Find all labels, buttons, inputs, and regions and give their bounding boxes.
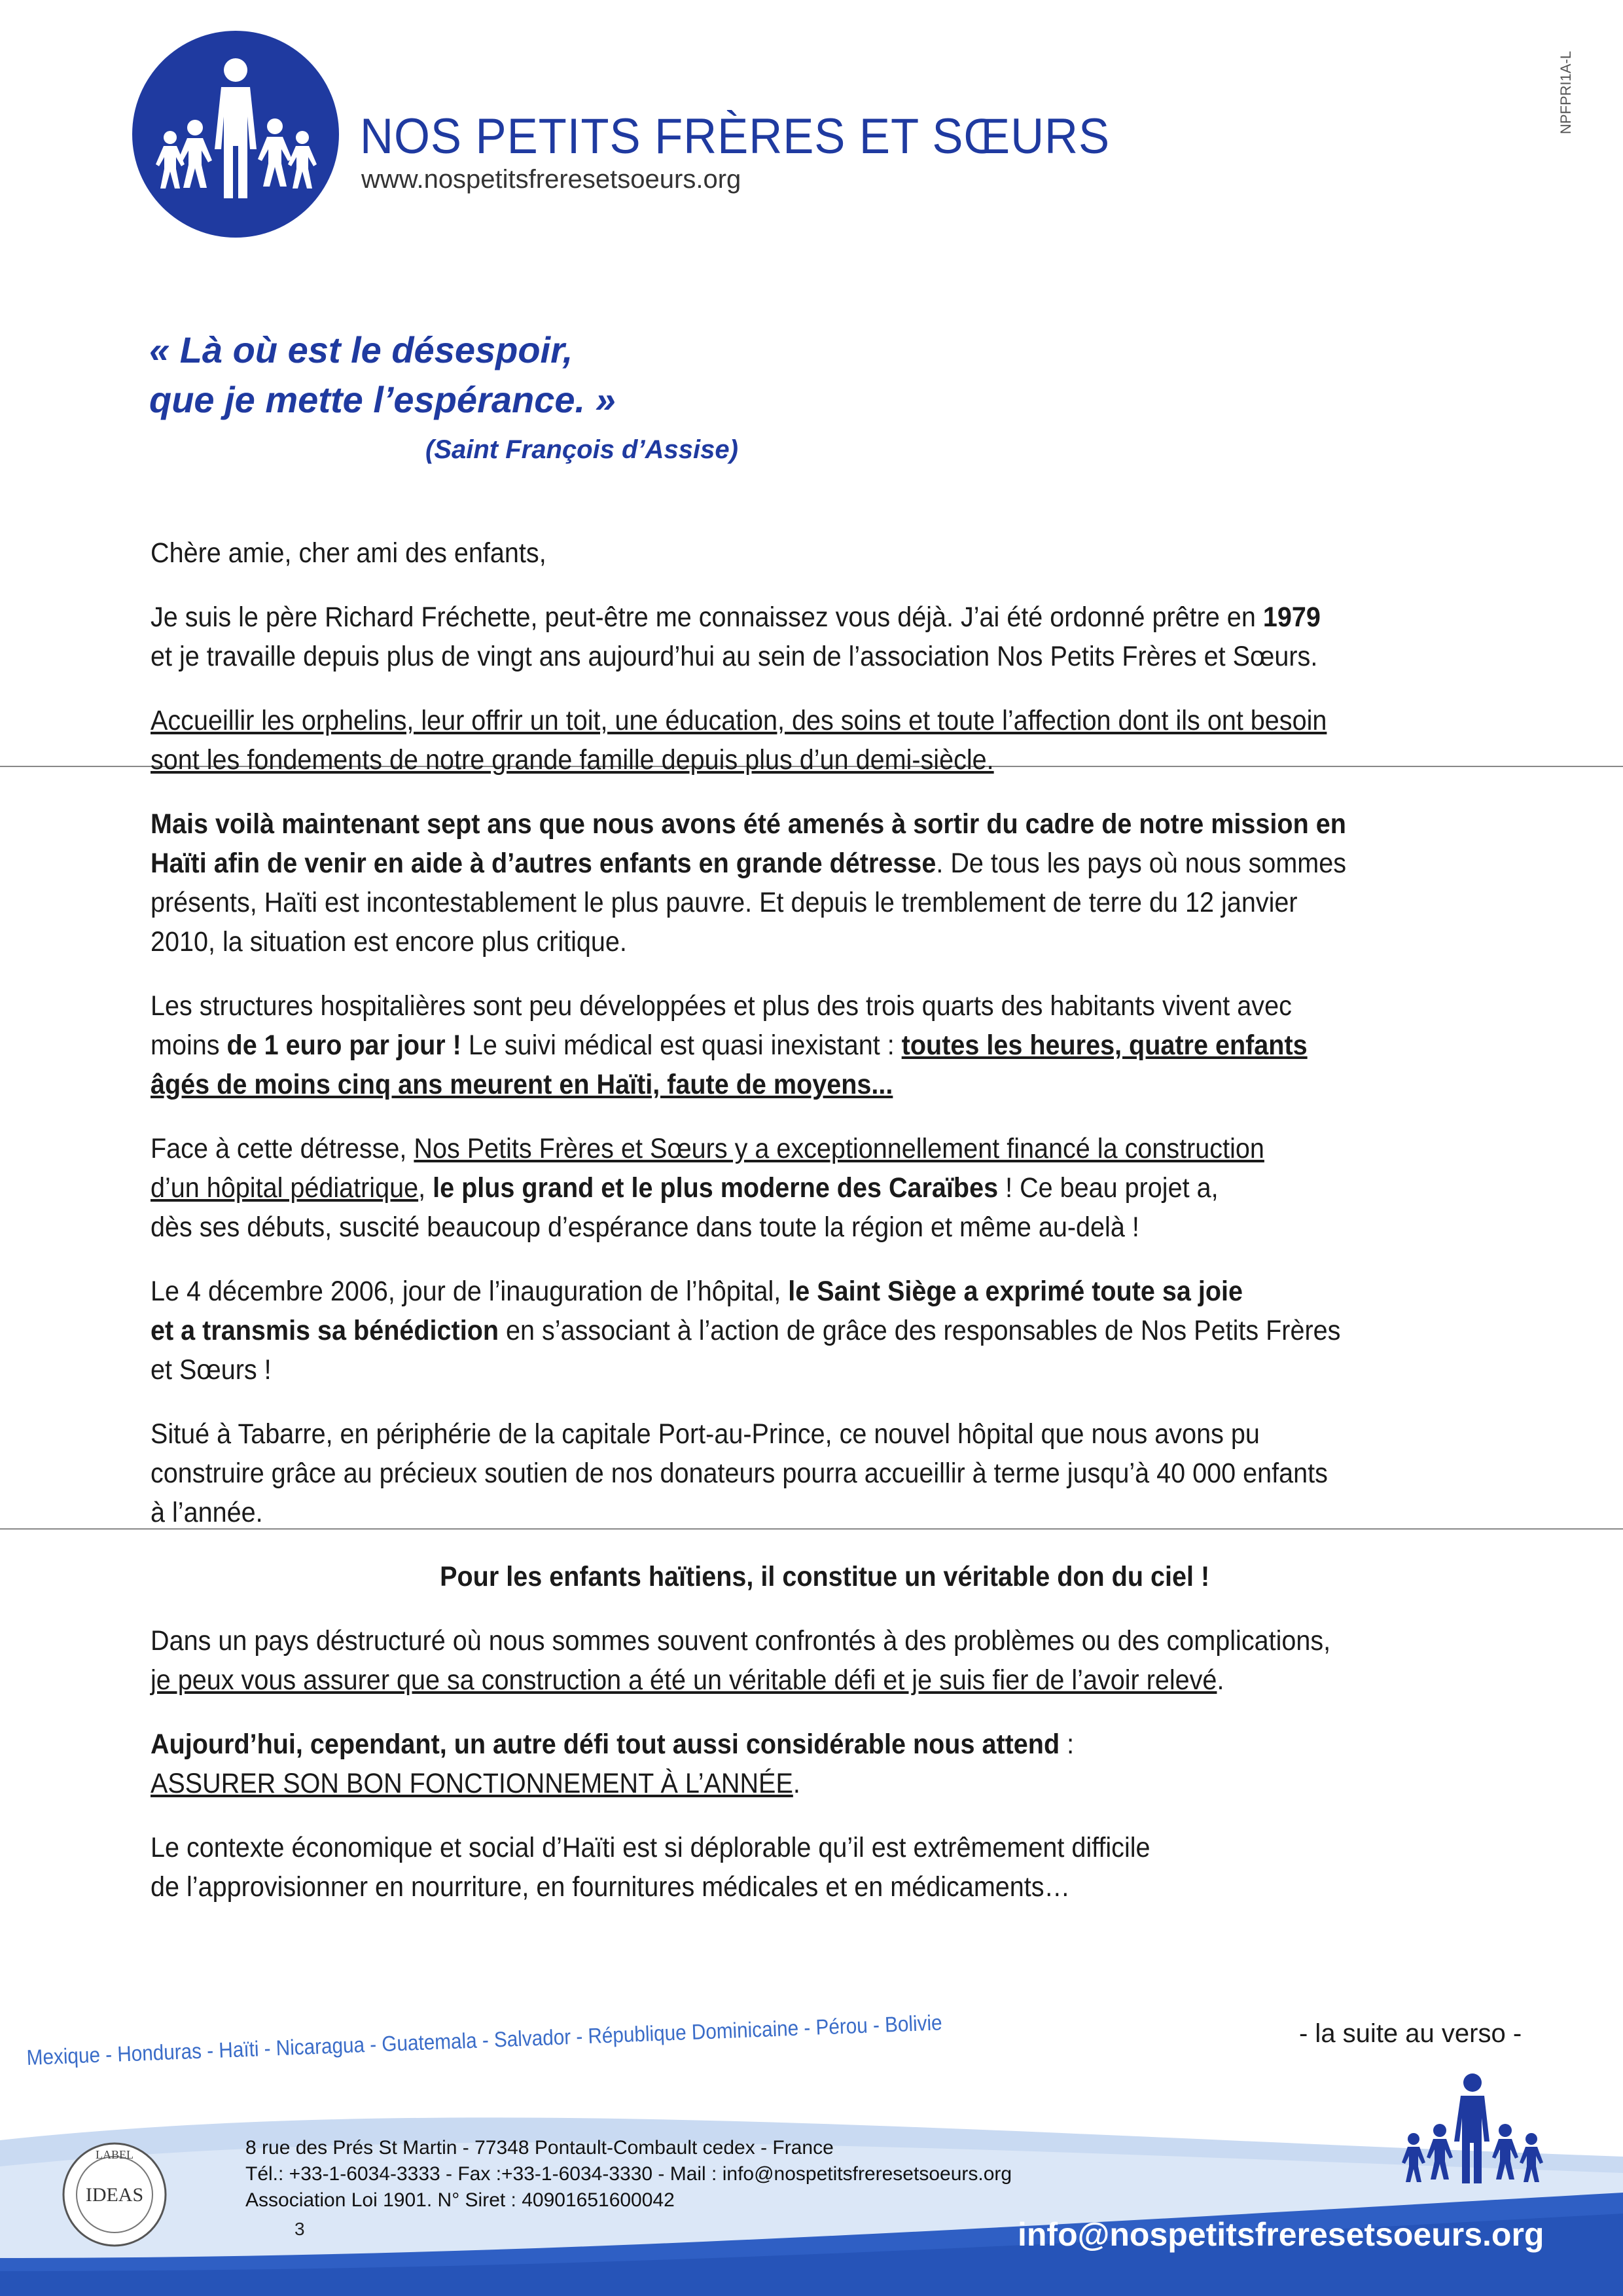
paragraph-1: Je suis le père Richard Fréchette, peut-être me connaissez vous déjà. J’ai été ordonné prêtre en 1979 et je travaille depuis plus de vingt ans aujourd’hui au sein de l’association Nos Petits Frères et Sœurs. <box>151 601 1321 672</box>
paragraph-10: Aujourd’hui, cependant, un autre défi tout aussi considérable nous attend : ASSURER SON BON FONCTIONNEMENT À L’ANNÉE. <box>151 1729 1075 1799</box>
letter-body <box>151 533 1499 1931</box>
paragraph-11: Le contexte économique et social d’Haïti est si déplorable qu’il est extrêmement difficile de l’approvisionner en nourriture, en fournitures médicales et en médicaments… <box>151 1832 1150 1903</box>
org-url[interactable]: www.nospetitsfreresetsoeurs.org <box>361 165 741 194</box>
footer-phone: Tél.: +33-1-6034-3333 - Fax :+33-1-6034-3330 - Mail : info@nospetitsfreresetsoeurs.org <box>245 2163 1012 2185</box>
paragraph-3: Mais voilà maintenant sept ans que nous avons été amenés à sortir du cadre de notre mission en Haïti afin de venir en aide à d’autres enfants en grande détresse. De tous les pays où nous sommes présents, Haïti est incontestablement le plus pauvre. Et depuis le tremblement de terre du 12 janvier 2010, la situation est encore plus critique. <box>151 808 1347 958</box>
handwritten-mark: 3 <box>294 2219 305 2239</box>
paragraph-5: Face à cette détresse, Nos Petits Frères et Sœurs y a exceptionnellement financé la construction d’un hôpital pédiatrique, le plus grand et le plus moderne des Caraïbes ! Ce beau projet a, dès ses débuts, suscité beaucoup d’espérance dans toute la région et même au-delà ! <box>151 1133 1264 1243</box>
paragraph-9: Dans un pays déstructuré où nous sommes souvent confrontés à des problèmes ou des complications, je peux vous assurer que sa construction a été un véritable défi et je suis fier de l’avoir relevé. <box>151 1625 1331 1696</box>
quote-line-2: que je mette l’espérance. » <box>149 379 616 420</box>
side-code-text: NPFPRI1A-L <box>1558 50 1574 134</box>
footer-address: 8 rue des Prés St Martin - 77348 Pontault-Combault cedex - France <box>245 2137 834 2159</box>
family-logo-icon <box>131 29 340 239</box>
paragraph-8-highlight: Pour les enfants haïtiens, il constitue un véritable don du ciel ! <box>439 1561 1210 1592</box>
footer-siret: Association Loi 1901. N° Siret : 40901651600042 <box>245 2189 675 2211</box>
paragraph-2: Accueillir les orphelins, leur offrir un toit, une éducation, des soins et toute l’affection dont ils ont besoin sont les fondements de notre grande famille depuis plus d’un demi-siècle. <box>151 705 1327 776</box>
quote-line-1: « Là où est le désespoir, <box>149 329 573 370</box>
ideas-label-seal-icon <box>59 2139 170 2250</box>
quote-author: (Saint François d’Assise) <box>425 435 738 464</box>
salutation: Chère amie, cher ami des enfants, <box>151 537 546 569</box>
paragraph-6: Le 4 décembre 2006, jour de l’inauguration de l’hôpital, le Saint Siège a exprimé toute sa joie et a transmis sa bénédiction en s’associant à l’action de grâce des responsables de Nos Petits Frères et Sœurs ! <box>151 1276 1341 1386</box>
side-code <box>1558 23 1597 134</box>
paragraph-7: Situé à Tabarre, en périphérie de la capitale Port-au-Prince, ce nouvel hôpital que nous avons pu construire grâce au précieux soutien de nos donateurs pourra accueillir à terme jusqu’à 40 000 enfants à l’année. <box>151 1418 1328 1528</box>
countries-list: Mexique - Honduras - Haïti - Nicaragua - Guatemala - Salvador - République Dominicaine - Pérou - Bolivie <box>26 2010 943 2070</box>
seal-label-text: LABEL <box>96 2148 134 2161</box>
continued-overleaf: - la suite au verso - <box>1299 2019 1522 2048</box>
family-silhouette-icon <box>1374 2068 1558 2219</box>
paragraph-4: Les structures hospitalières sont peu développées et plus des trois quarts des habitants vivent avec moins de 1 euro par jour ! Le suivi médical est quasi inexistant : toutes les heures, quatre enfants âgés de moins cinq ans meurent en Haïti, faute de moyens... <box>151 990 1308 1100</box>
footer-email[interactable]: info@nospetitsfreresetsoeurs.org <box>1018 2216 1544 2253</box>
org-name: NOS PETITS FRÈRES ET SŒURS <box>360 109 1111 164</box>
seal-ideas-text: IDEAS <box>85 2184 144 2206</box>
